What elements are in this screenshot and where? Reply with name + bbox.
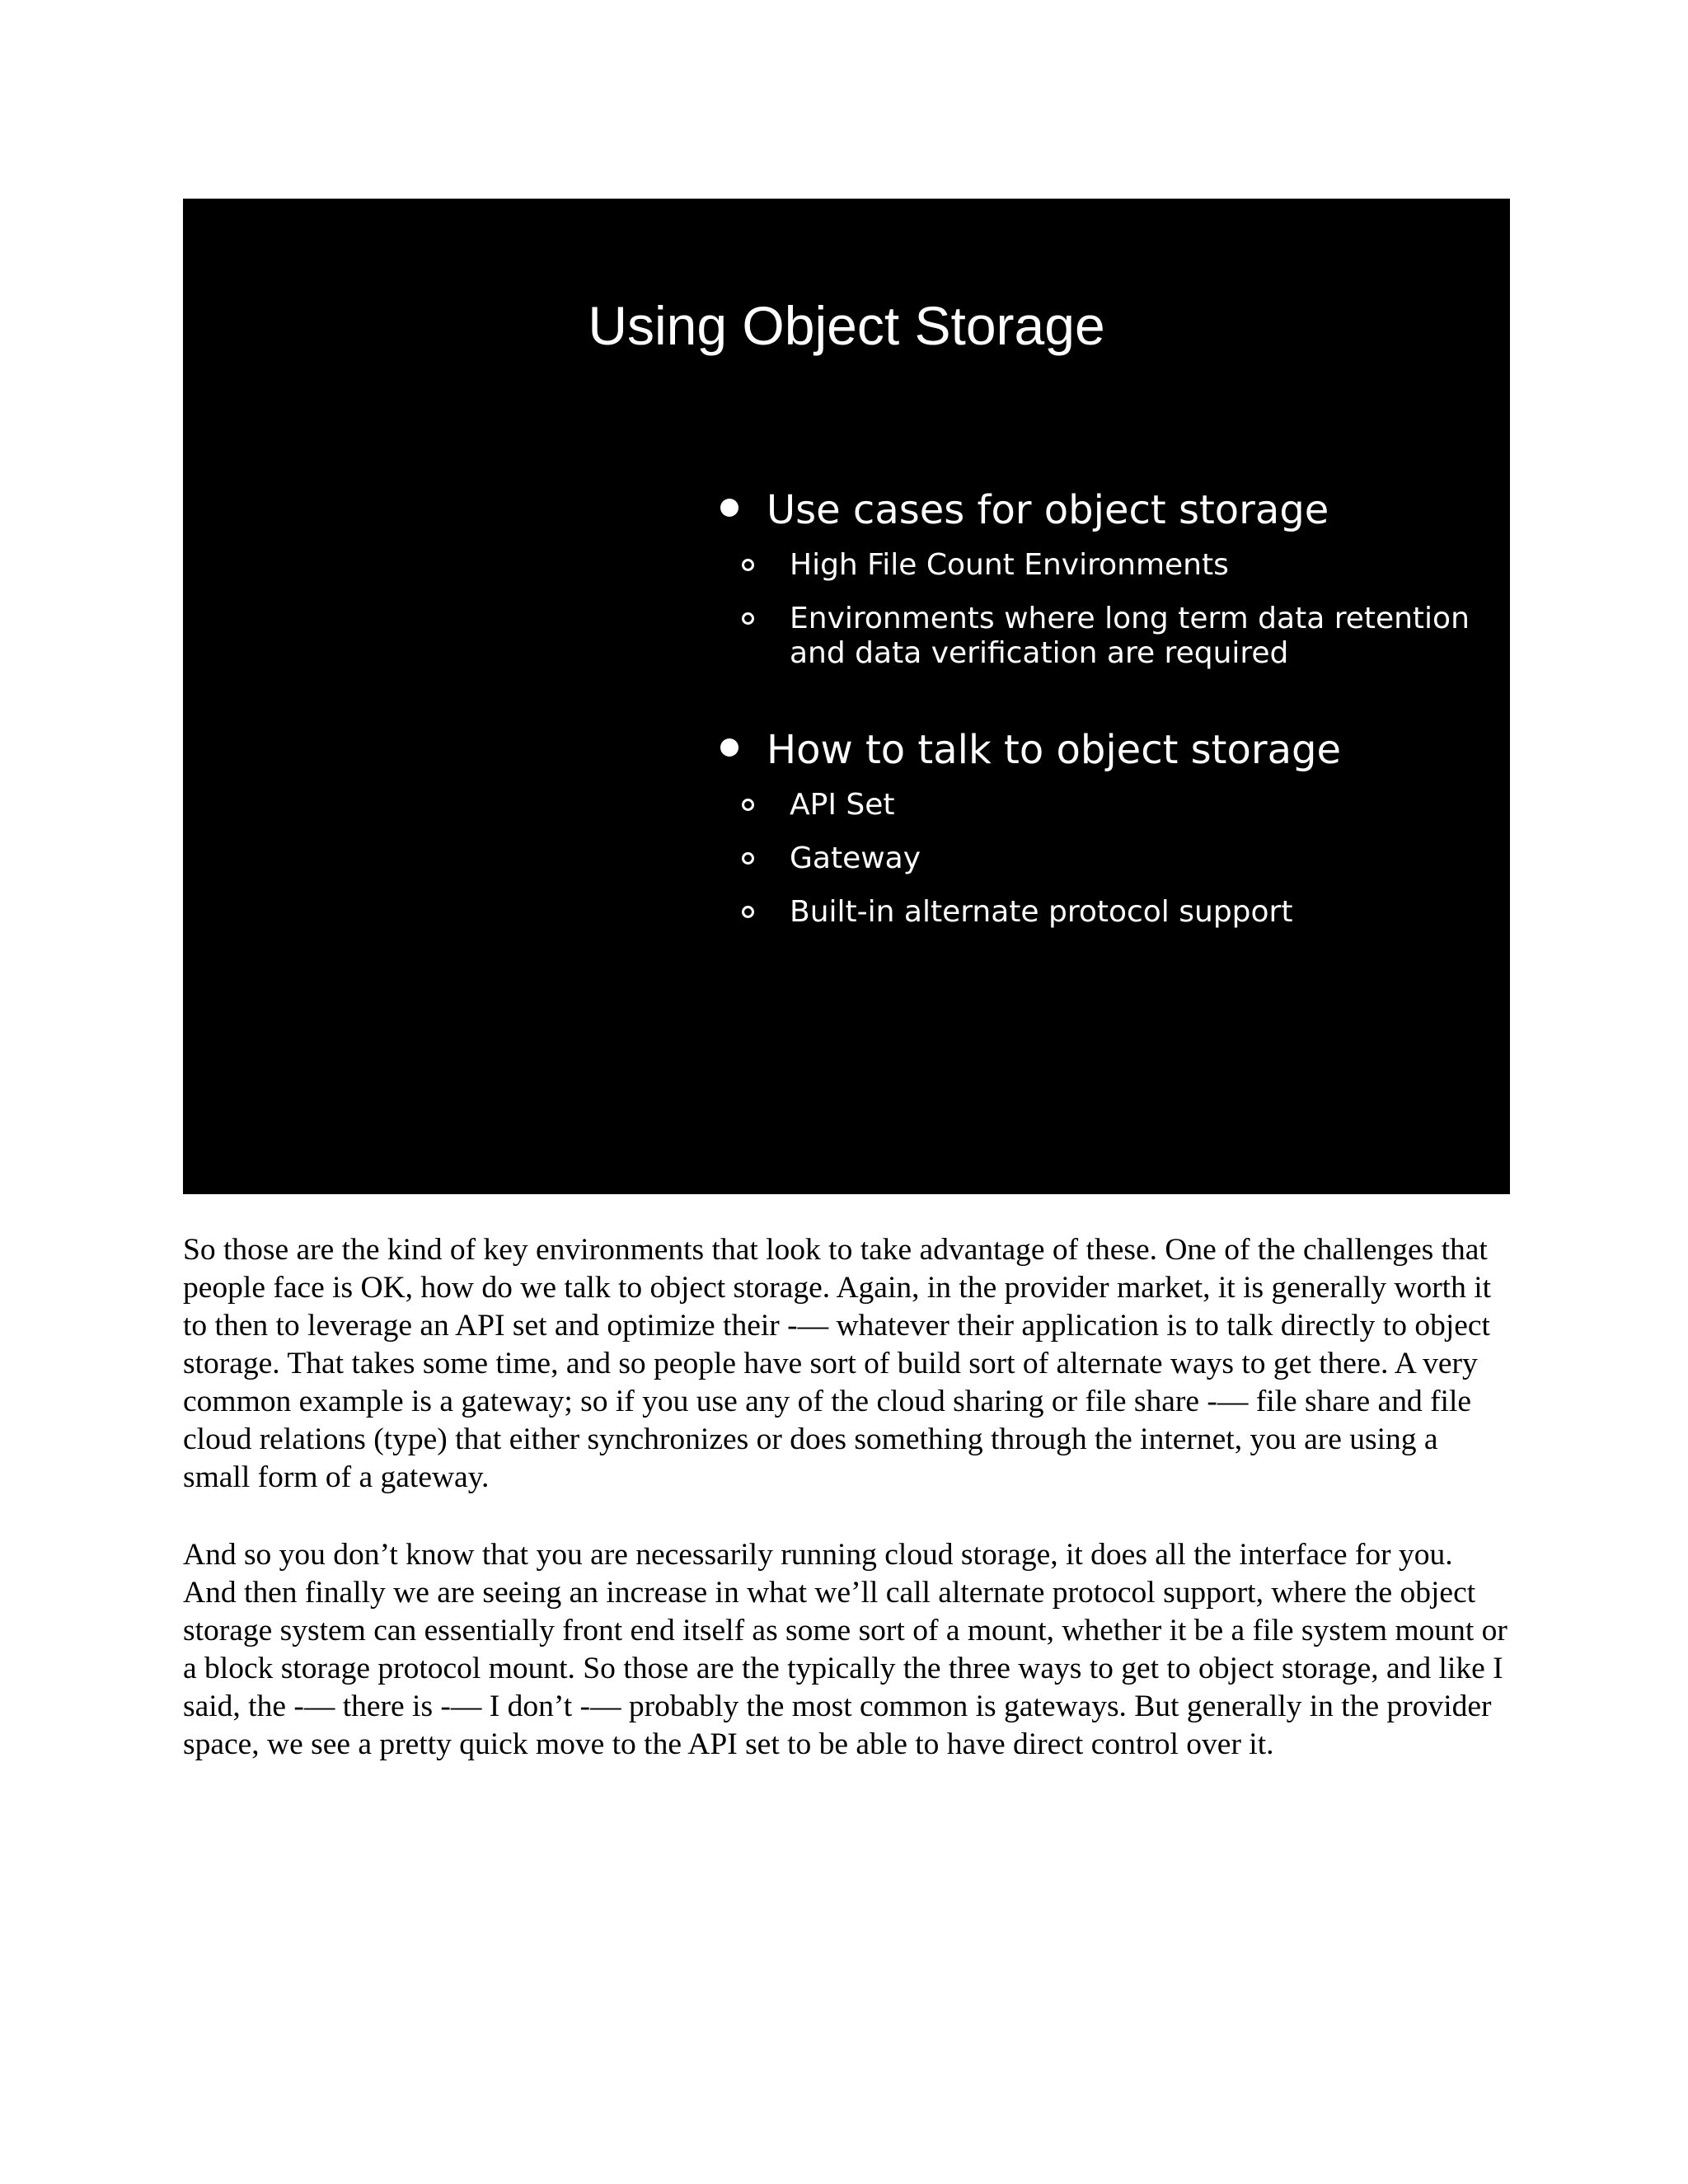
sub-bullet-item xyxy=(717,602,1500,671)
ring-bullet-icon xyxy=(742,906,754,918)
bullet-heading xyxy=(717,724,1500,776)
bullet-section-how-to-talk xyxy=(717,724,1500,949)
bullet-heading-text: Use cases for object storage xyxy=(767,487,1329,533)
bullet-dot-icon xyxy=(720,738,738,757)
sub-bullet-item xyxy=(717,788,1500,823)
ring-bullet-icon xyxy=(742,799,754,811)
ring-bullet-icon xyxy=(742,612,754,625)
bullet-section-use-cases xyxy=(717,484,1500,690)
slide-title: Using Object Storage xyxy=(588,295,1105,356)
bullet-heading xyxy=(717,484,1500,537)
sub-bullet-item xyxy=(717,841,1500,876)
sub-bullet-item xyxy=(717,548,1500,583)
transcript-paragraph: So those are the kind of key environments that look to take advantage of these. One of the challenges that people face is OK, how do we talk to object storage. Again, in the provider market, it is generally worth it to then to leverage an API set and optimize their -— whatever their application is to talk directly to object storage. That takes some time, and so people have sort of build sort of alternate ways to get there. A very common example is a gateway; so if you use any of the cloud sharing or file share -— file share and file cloud relations (type) that either synchronizes or does something through the internet, you are using a small form of a gateway. xyxy=(183,1233,1492,1494)
sub-bullet-item xyxy=(717,895,1500,930)
sub-bullet-text: API Set xyxy=(790,788,895,822)
transcript-paragraph: And so you don’t know that you are necessarily running cloud storage, it does all the interface for you. And then finally we are seeing an increase in what we’ll call alternate protocol support, where the object storage system can essentially front end itself as some sort of a mount, whether it be a file system mount or a block storage protocol mount. So those are the typically the three ways to get to object storage, and like I said, the -— there is -— I don’t -— probably the most common is gateways. But generally in the provider space, we see a pretty quick move to the API set to be able to have direct control over it. xyxy=(183,1538,1507,1761)
ring-bullet-icon xyxy=(742,852,754,865)
bullet-dot-icon xyxy=(720,499,738,517)
sub-bullet-text: Built-in alternate protocol support xyxy=(790,895,1293,929)
sub-bullet-text: Gateway xyxy=(790,841,921,875)
presentation-slide xyxy=(183,199,1510,1194)
sub-bullet-text: Environments where long term data retention and data verification are required xyxy=(790,602,1470,670)
ring-bullet-icon xyxy=(742,559,754,571)
sub-bullet-text: High File Count Environments xyxy=(790,548,1229,582)
bullet-heading-text: How to talk to object storage xyxy=(767,727,1342,773)
